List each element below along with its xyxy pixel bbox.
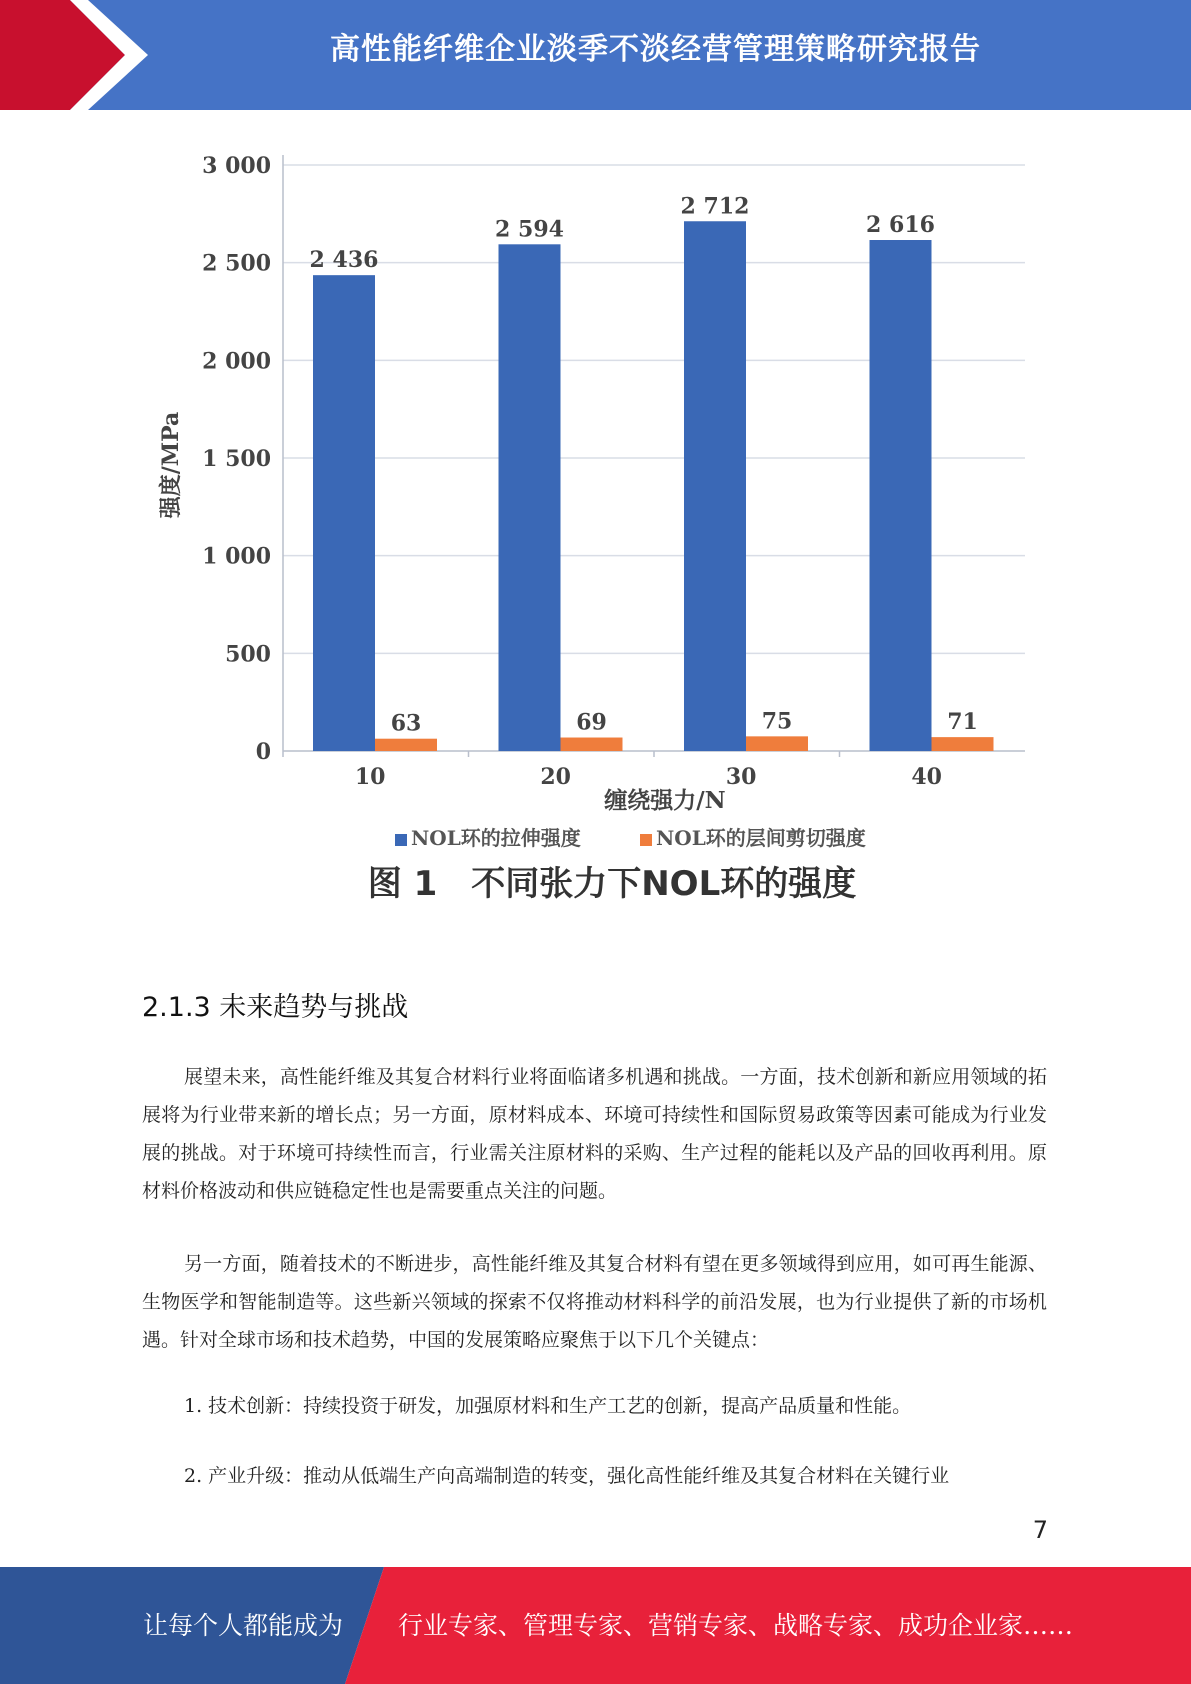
- legend-swatch: [640, 834, 652, 846]
- footer-slogan-right: 行业专家、管理专家、营销专家、战略专家、成功企业家……: [398, 1611, 1074, 1640]
- y-axis-label: 强度/MPa: [158, 411, 184, 519]
- y-tick-label: 1 500: [202, 446, 271, 472]
- section-heading: 2.1.3 未来趋势与挑战: [142, 992, 409, 1023]
- y-tick-label: 1 000: [202, 543, 271, 570]
- y-tick-label: 2 500: [202, 250, 271, 277]
- x-axis-label: 缠绕强力/N: [604, 787, 726, 814]
- y-tick-label: 0: [255, 739, 271, 765]
- data-label: 2 616: [866, 212, 935, 239]
- header-chevron-icon: [0, 0, 160, 110]
- data-label: 2 712: [680, 193, 750, 220]
- paragraph-2: 另一方面，随着技术的不断进步，高性能纤维及其复合材料有望在更多领域得到应用，如可再生能源、生物医学和智能制造等。这些新兴领域的探索不仅将推动材料科学的前沿发展，也为行业提供了新的市场机遇。针对全球市场和技术趋势，中国的发展策略应聚焦于以下几个关键点：: [142, 1253, 1047, 1351]
- report-title: 高性能纤维企业淡季不淡经营管理策略研究报告: [330, 32, 981, 67]
- chart-svg: [140, 145, 1060, 945]
- legend-label: NOL环的层间剪切强度: [656, 826, 866, 850]
- strength-bar-chart: [140, 145, 1060, 945]
- page-number: 7: [1032, 1516, 1048, 1544]
- legend-label: NOL环的拉伸强度: [411, 826, 581, 850]
- list-item-1: 1. 技术创新：持续投资于研发，加强原材料和生产工艺的创新，提高产品质量和性能。: [184, 1395, 912, 1417]
- page-header: [0, 0, 1191, 110]
- footer-slogan-left: 让每个人都能成为: [143, 1611, 344, 1640]
- bar-shear-strength: [375, 739, 437, 751]
- bar-tensile-strength: [684, 221, 746, 751]
- y-tick-label: 500: [225, 641, 271, 668]
- page-footer: [0, 1567, 1191, 1684]
- y-tick-label: 2 000: [202, 348, 271, 375]
- data-label: 75: [761, 708, 793, 735]
- legend-swatch: [395, 834, 407, 846]
- bar-shear-strength: [932, 737, 994, 751]
- x-tick-label: 40: [911, 764, 942, 790]
- data-label: 69: [576, 709, 607, 736]
- data-label: 2 594: [495, 216, 564, 243]
- list-item-2: 2. 产业升级：推动从低端生产向高端制造的转变，强化高性能纤维及其复合材料在关键行业: [184, 1465, 950, 1487]
- bar-shear-strength: [746, 736, 808, 751]
- bar-tensile-strength: [313, 275, 375, 751]
- data-label: 2 436: [309, 247, 379, 274]
- bar-tensile-strength: [499, 244, 561, 751]
- x-tick-label: 30: [725, 764, 757, 790]
- data-label: 71: [947, 709, 978, 736]
- bar-shear-strength: [561, 738, 623, 751]
- data-label: 63: [390, 710, 422, 737]
- bar-tensile-strength: [870, 240, 932, 751]
- x-tick-label: 10: [354, 764, 386, 790]
- x-tick-label: 20: [540, 764, 571, 790]
- chart-title: 图 1 不同张力下NOL环的强度: [367, 864, 857, 904]
- paragraph-1: 展望未来，高性能纤维及其复合材料行业将面临诸多机遇和挑战。一方面，技术创新和新应用领域的拓展将为行业带来新的增长点；另一方面，原材料成本、环境可持续性和国际贸易政策等因素可能成为行业发展的挑战。对于环境可持续性而言，行业需关注原材料的采购、生产过程的能耗以及产品的回收再利用。原材料价格波动和供应链稳定性也是需要重点关注的问题。: [142, 1066, 1047, 1202]
- y-tick-label: 3 000: [202, 153, 271, 179]
